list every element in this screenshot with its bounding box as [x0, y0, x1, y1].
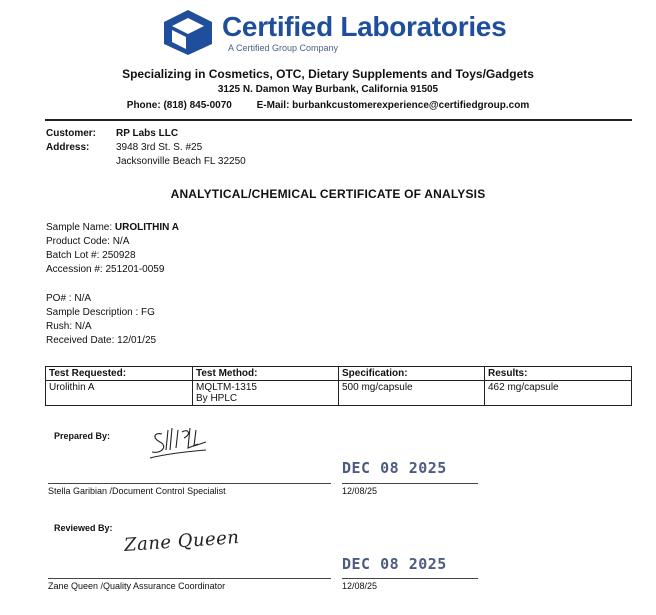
- rush: Rush: N/A: [46, 321, 92, 332]
- product-code: Product Code: N/A: [46, 236, 130, 247]
- order-info: [46, 292, 156, 348]
- lab-phone: Phone: (818) 845-0070: [126, 100, 232, 111]
- table-row: [46, 381, 632, 406]
- method-code: MQLTM-1315: [196, 382, 257, 393]
- brand-subtitle: A Certified Group Company: [228, 42, 339, 53]
- sample-info: [46, 221, 179, 277]
- brand-name: Certified Laboratories: [222, 10, 507, 42]
- address-line1: 3948 3rd St. S. #25: [116, 142, 203, 153]
- cell-test: Urolithin A: [46, 381, 193, 406]
- cell-specification: 500 mg/capsule: [339, 381, 485, 406]
- cell-method: [193, 381, 339, 406]
- col-specification: Specification:: [339, 367, 485, 381]
- batch-lot: Batch Lot #: 250928: [46, 250, 136, 261]
- reviewed-date-stamp: DEC 08 2025: [342, 555, 447, 573]
- accession-number: Accession #: 251201-0059: [46, 264, 165, 275]
- sample-name-value: UROLITHIN A: [114, 222, 179, 233]
- prepared-signature-icon: [148, 424, 210, 462]
- reviewed-name-rule: [48, 578, 331, 579]
- po-number: PO# : N/A: [46, 293, 92, 304]
- reviewed-by-label: Reviewed By:: [54, 523, 113, 533]
- prepared-by-name: Stella Garibian /Document Control Specialist: [48, 486, 226, 496]
- received-date: Received Date: 12/01/25: [46, 335, 157, 346]
- reviewed-signature: Zane Queen: [123, 526, 241, 557]
- sample-name-label: Sample Name:: [46, 222, 115, 233]
- customer-label: Customer:: [46, 128, 97, 139]
- prepared-date: 12/08/25: [342, 486, 378, 496]
- lab-contact: [0, 100, 656, 111]
- col-results: Results:: [485, 367, 632, 381]
- sample-description: Sample Description : FG: [46, 307, 155, 318]
- table-header-row: [46, 367, 632, 381]
- prepared-name-rule: [48, 483, 331, 484]
- reviewed-by-name: Zane Queen /Quality Assurance Coordinator: [48, 581, 226, 591]
- customer-value: RP Labs LLC: [116, 128, 179, 139]
- results-table: [45, 366, 632, 406]
- method-technique: By HPLC: [196, 393, 238, 404]
- certified-cube-logo-icon: [160, 8, 216, 56]
- sample-name-row: [46, 221, 179, 235]
- address-line2: Jacksonville Beach FL 32250: [116, 156, 246, 167]
- company-logo: [160, 8, 506, 56]
- header-divider: [45, 119, 632, 121]
- customer-block: [46, 127, 246, 169]
- prepared-by-label: Prepared By:: [54, 431, 111, 441]
- lab-email: E-Mail: burbankcustomerexperience@certifiedgroup.com: [256, 100, 530, 111]
- prepared-date-rule: [342, 483, 478, 484]
- col-test-requested: Test Requested:: [46, 367, 193, 381]
- lab-address: 3125 N. Damon Way Burbank, California 91505: [217, 84, 439, 95]
- lab-tagline: Specializing in Cosmetics, OTC, Dietary Supplements and Toys/Gadgets: [122, 67, 534, 81]
- cell-result: 462 mg/capsule: [485, 381, 632, 406]
- reviewed-date-rule: [342, 578, 478, 579]
- prepared-date-stamp: DEC 08 2025: [342, 459, 447, 477]
- address-label: Address:: [46, 142, 90, 153]
- document-title: ANALYTICAL/CHEMICAL CERTIFICATE OF ANALYSIS: [170, 187, 486, 201]
- col-test-method: Test Method:: [193, 367, 339, 381]
- reviewed-date: 12/08/25: [342, 581, 378, 591]
